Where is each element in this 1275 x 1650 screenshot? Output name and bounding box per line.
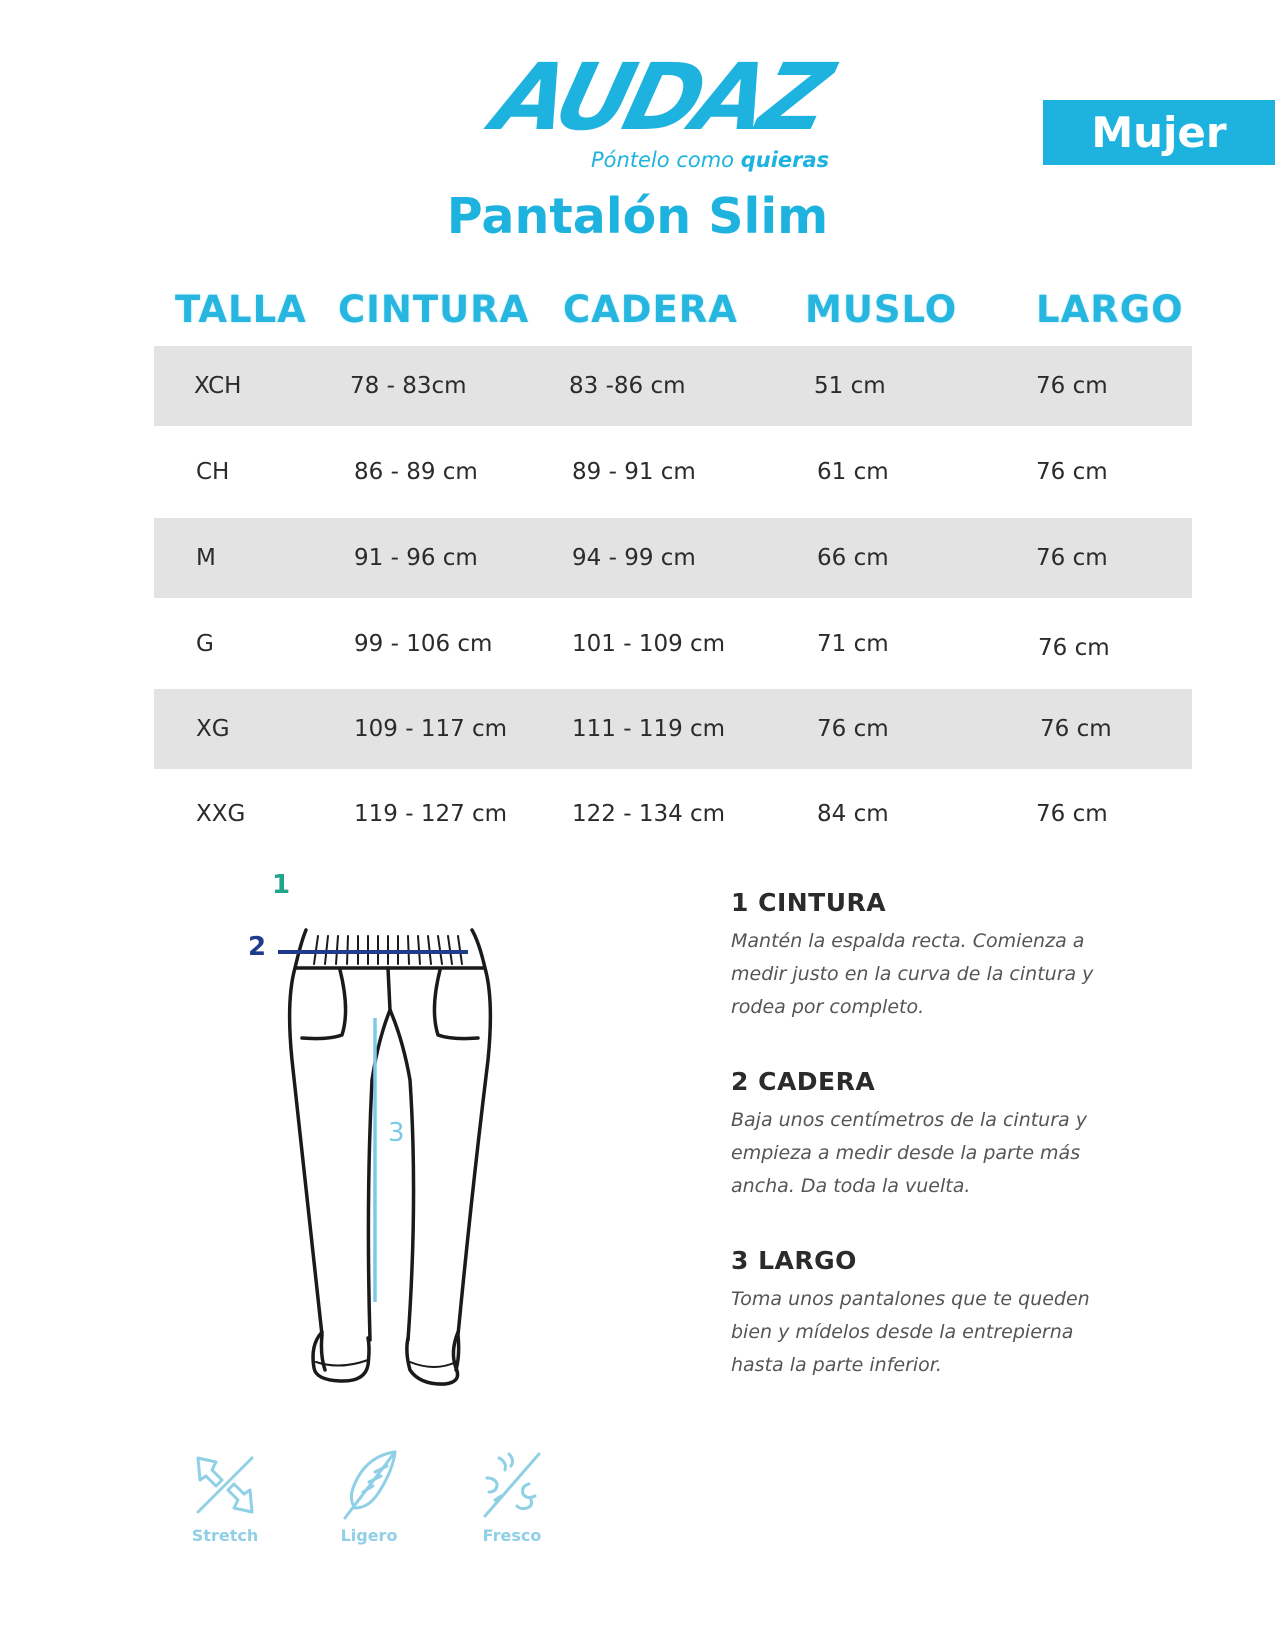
cell-waist: 99 - 106 cm [354,631,493,657]
pants-diagram [240,900,520,1420]
cell-thigh: 76 cm [817,716,889,742]
label-1: 1 [272,870,291,900]
cell-waist: 109 - 117 cm [354,716,508,742]
brand-logo [483,44,837,190]
wind-icon [477,1448,547,1522]
label-3: 3 [388,1118,405,1148]
page-title: Pantalón Slim [446,188,829,245]
section-cintura-title: 1 CINTURA [731,888,887,917]
cell-waist: 119 - 127 cm [354,801,508,827]
table-row [154,604,1192,684]
cell-thigh: 66 cm [817,545,889,571]
table-row [154,689,1192,769]
cell-hip: 89 - 91 cm [572,459,696,485]
waistband-shape [295,930,485,968]
header-cintura: CINTURA [338,288,530,331]
table-row [154,346,1192,426]
header-talla: TALLA [175,288,307,331]
cell-hip: 101 - 109 cm [572,631,726,657]
header-cadera: CADERA [563,288,738,331]
section-cintura-body: Mantén la espalda recta. Comienza a medir justo en la curva de la cintura y rodea por completo. [731,930,1094,1018]
cell-waist: 91 - 96 cm [354,545,478,571]
feature-label-stretch: Stretch [191,1526,259,1545]
cell-length: 76 cm [1040,716,1112,742]
cell-length: 76 cm [1036,545,1108,571]
cell-hip: 122 - 134 cm [572,801,726,827]
cell-length: 76 cm [1036,801,1108,827]
brand-tagline: Póntelo como quieras [591,148,830,172]
cell-size: M [196,545,216,571]
stretch-icon [190,1450,260,1520]
feature-label-ligero: Ligero [340,1526,398,1545]
cell-size: XCH [194,373,242,399]
cell-size: XG [196,716,230,742]
feather-icon [335,1448,405,1522]
feature-label-fresco: Fresco [482,1526,542,1545]
cell-size: CH [196,459,230,485]
cell-thigh: 71 cm [817,631,889,657]
cell-waist: 86 - 89 cm [354,459,478,485]
cell-thigh: 51 cm [814,373,886,399]
table-row [154,432,1192,512]
cell-hip: 83 -86 cm [569,373,686,399]
label-2: 2 [248,932,267,962]
cell-length: 76 cm [1036,373,1108,399]
cell-hip: 111 - 119 cm [572,716,726,742]
table-row [154,774,1192,854]
cell-waist: 78 - 83cm [350,373,467,399]
cell-thigh: 84 cm [817,801,889,827]
cell-length: 76 cm [1036,459,1108,485]
category-badge: Mujer [1043,100,1275,165]
header-largo: LARGO [1036,288,1184,331]
cell-size: XXG [196,801,246,827]
cell-size: G [196,631,214,657]
cell-hip: 94 - 99 cm [572,545,696,571]
cell-length: 76 cm [1038,635,1110,661]
header-muslo: MUSLO [805,288,958,331]
table-row [154,518,1192,598]
brand-name: AUDAZ [483,44,837,151]
section-cadera-body: Baja unos centímetros de la cintura y empieza a medir desde la parte más ancha. Da toda la vuelta. [731,1109,1087,1197]
section-largo-title: 3 LARGO [731,1246,857,1275]
cell-thigh: 61 cm [817,459,889,485]
section-cadera-title: 2 CADERA [731,1067,876,1096]
section-largo-body: Toma unos pantalones que te queden bien y mídelos desde la entrepierna hasta la parte inferior. [731,1288,1090,1376]
